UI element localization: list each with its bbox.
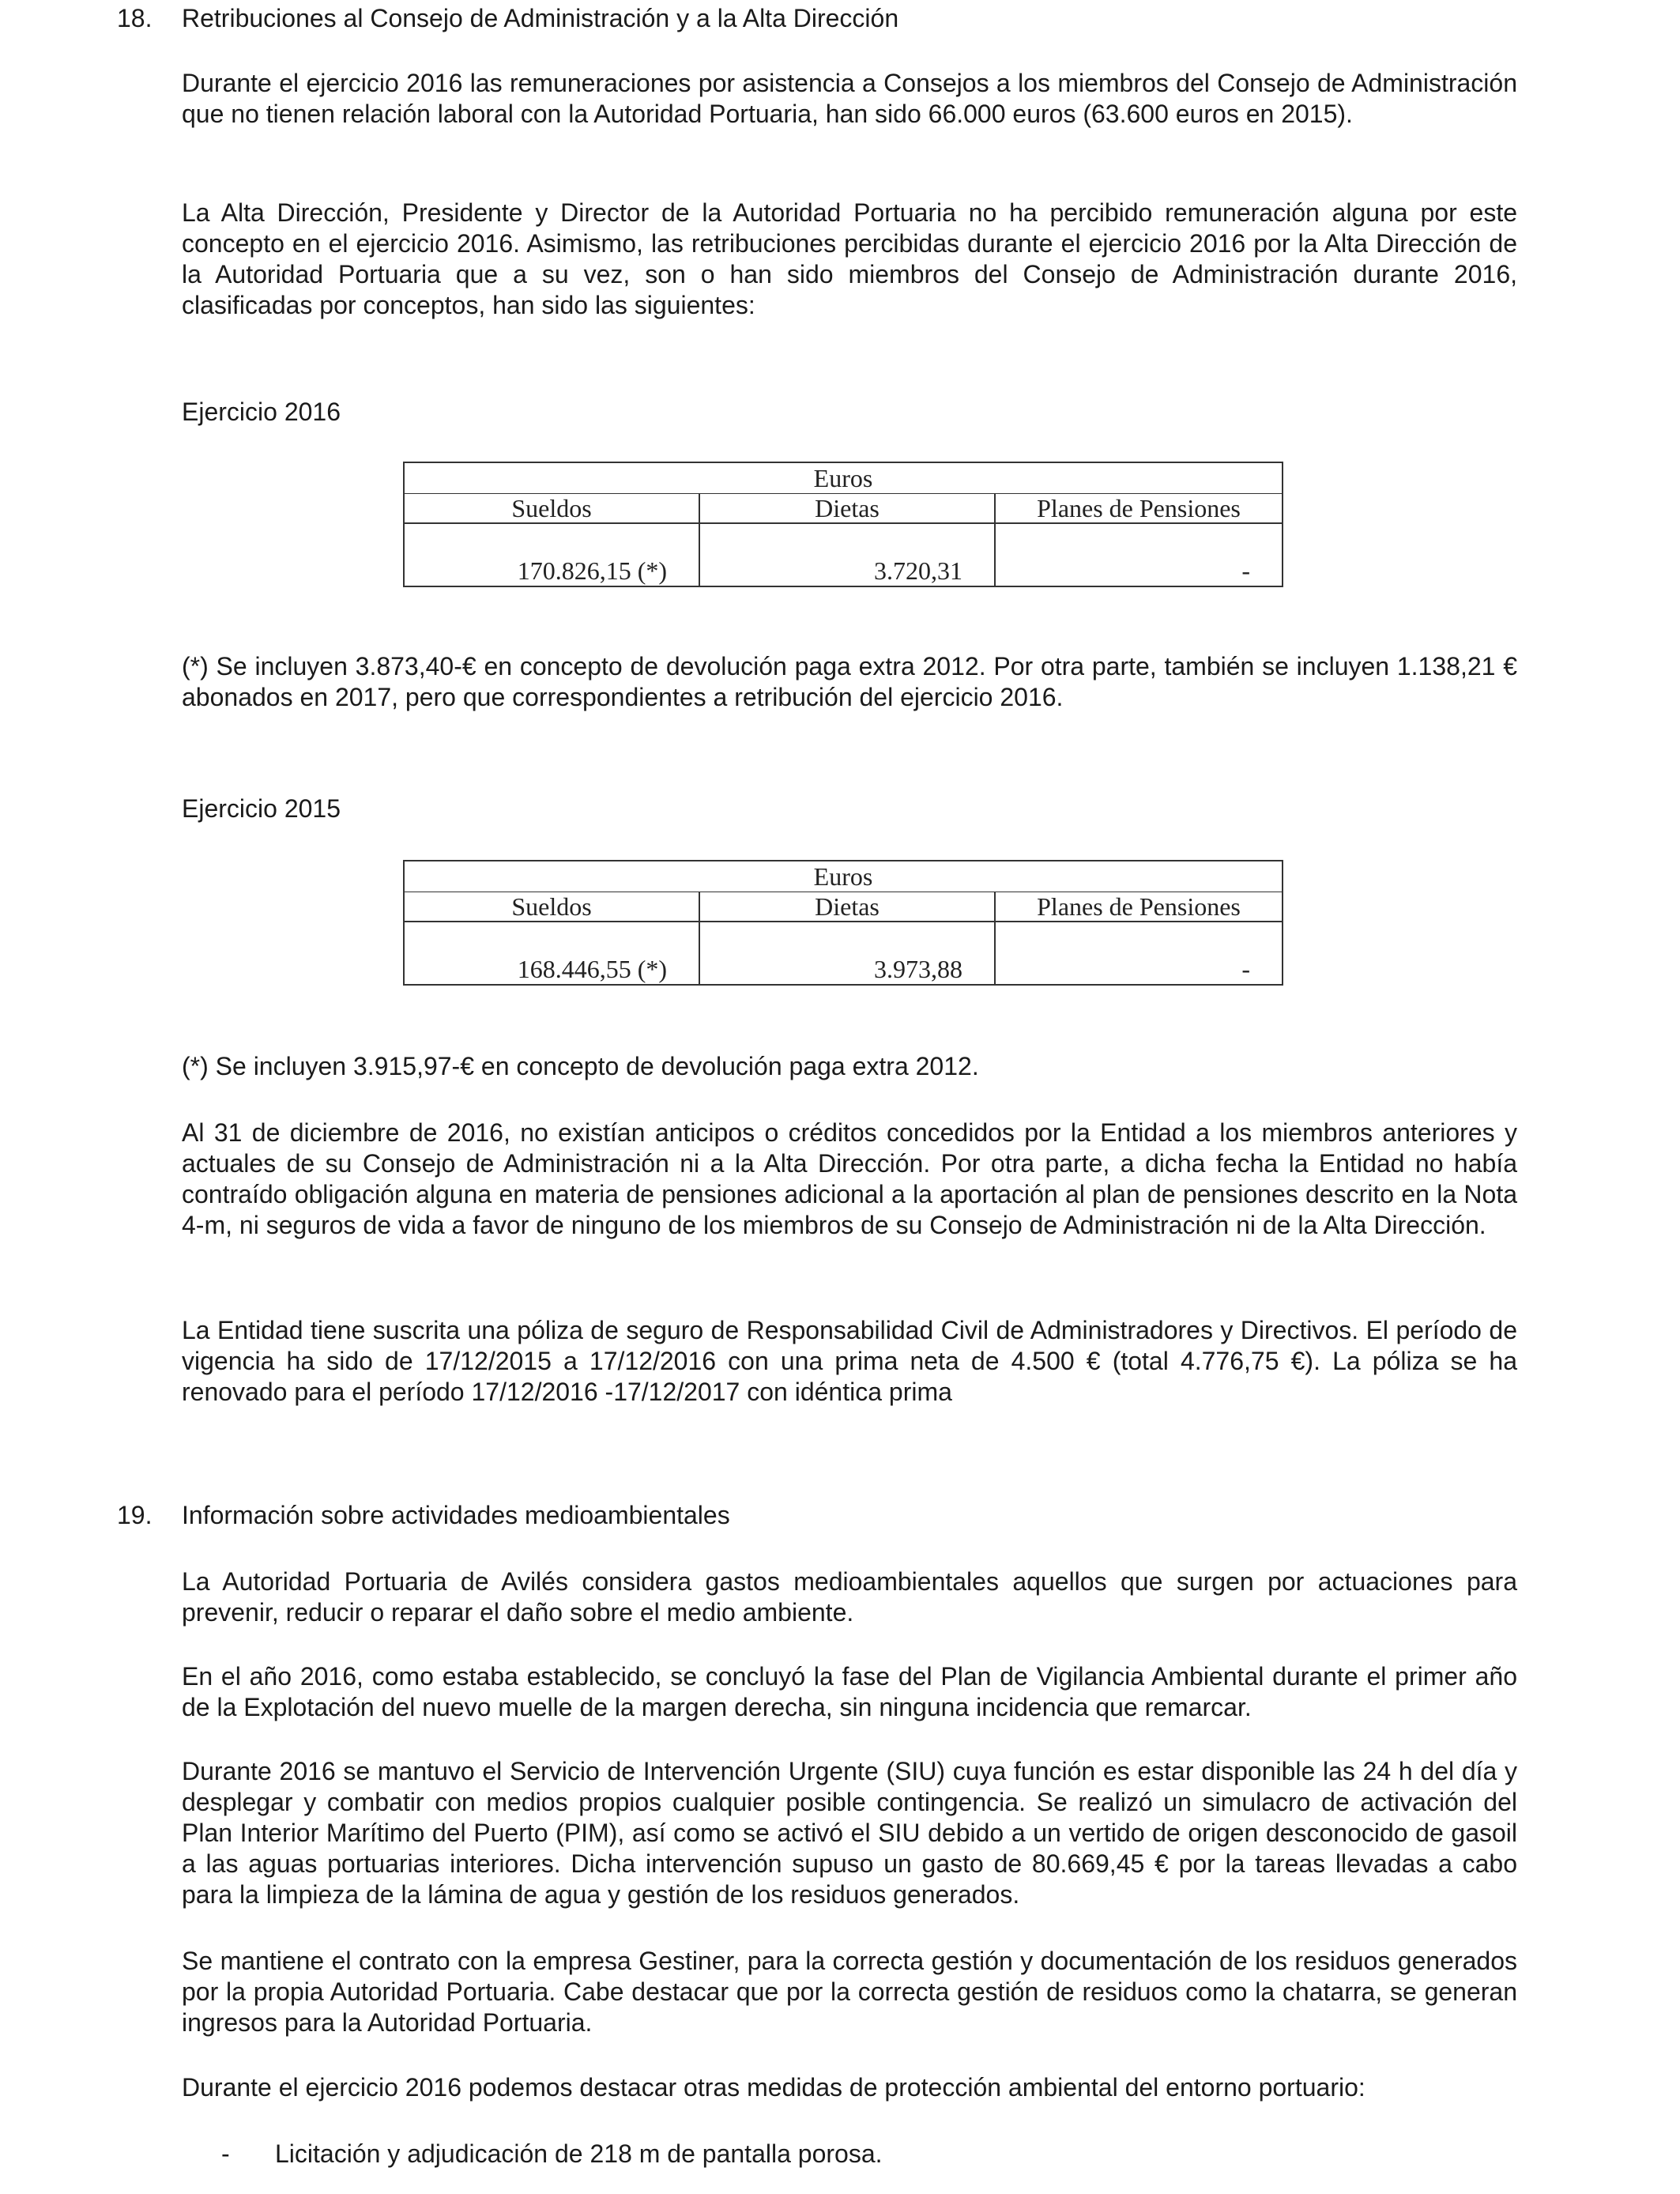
table-2015-euros-header: Euros: [404, 861, 1283, 892]
table-2015-col-dietas: Dietas: [699, 892, 995, 922]
section-18-paragraph-3: Al 31 de diciembre de 2016, no existían anticipos o créditos concedidos por la Entidad a los miembros anteriores y actuales de su Consejo de Administración ni a la Alta Dirección. Por otra parte, a dicha fecha la Entidad no había contraído obligación alguna en materia de pensiones adicional a la aportación al plan de pensiones descrito en la Nota 4-m, ni seguros de vida a favor de ninguno de los miembros de su Consejo de Administración ni de la Alta Dirección.: [182, 1118, 1517, 1239]
section-18-title: Retribuciones al Consejo de Administración y a la Alta Dirección: [182, 4, 899, 32]
table-2015-value-dietas: 3.973,88: [699, 922, 995, 985]
table-2016-col-sueldos: Sueldos: [404, 494, 699, 524]
table-2016-col-dietas: Dietas: [699, 494, 995, 524]
note-2016: (*) Se incluyen 3.873,40-€ en concepto de devolución paga extra 2012. Por otra parte, también se incluyen 1.138,21 € abonados en 2017, pero que correspondientes a retribución del ejercicio 2016.: [182, 652, 1517, 711]
table-2015-col-sueldos: Sueldos: [404, 892, 699, 922]
table-2016-col-planes: Planes de Pensiones: [995, 494, 1283, 524]
table-2015-label: Ejercicio 2015: [182, 794, 341, 823]
section-18-number: 18.: [117, 4, 153, 32]
table-2016-value-planes: -: [995, 523, 1283, 586]
section-18-paragraph-2: La Alta Dirección, Presidente y Director de la Autoridad Portuaria no ha percibido remuneración alguna por este concepto en el ejercicio 2016. Asimismo, las retribuciones percibidas durante el ejercicio 2016 por la Alta Dirección de la Autoridad Portuaria que a su vez, son o han sido miembros del Consejo de Administración durante 2016, clasificadas por conceptos, han sido las siguientes:: [182, 198, 1517, 319]
bullet-item: Licitación y adjudicación de 218 m de pantalla porosa.: [275, 2139, 883, 2168]
table-2015-value-sueldos: 168.446,55 (*): [404, 922, 699, 985]
table-2015-value-planes: -: [995, 922, 1283, 985]
table-2016-value-dietas: 3.720,31: [699, 523, 995, 586]
section-19-paragraph-1: La Autoridad Portuaria de Avilés considera gastos medioambientales aquellos que surgen por actuaciones para prevenir, reducir o reparar el daño sobre el medio ambiente.: [182, 1567, 1517, 1627]
section-19-paragraph-5: Durante el ejercicio 2016 podemos destacar otras medidas de protección ambiental del entorno portuario:: [182, 2073, 1365, 2102]
table-2016-value-sueldos: 170.826,15 (*): [404, 523, 699, 586]
table-2016: [403, 462, 1283, 587]
section-19-title: Información sobre actividades medioambientales: [182, 1501, 730, 1529]
table-2015-col-planes: Planes de Pensiones: [995, 892, 1283, 922]
table-2016-label: Ejercicio 2016: [182, 398, 341, 426]
table-2016-euros-header: Euros: [404, 462, 1283, 494]
section-19-paragraph-3: Durante 2016 se mantuvo el Servicio de Intervención Urgente (SIU) cuya función es estar disponible las 24 h del día y desplegar y combatir con medios propios cualquier posible contingencia. Se realizó un simulacro de activación del Plan Interior Marítimo del Puerto (PIM), así como se activó el SIU debido a un vertido de origen desconocido de gasoil a las aguas portuarias interiores. Dicha intervención supuso un gasto de 80.669,45 € por la tareas llevadas a cabo para la limpieza de la lámina de agua y gestión de los residuos generados.: [182, 1757, 1517, 1909]
section-19-paragraph-2: En el año 2016, como estaba establecido, se concluyó la fase del Plan de Vigilancia Ambiental durante el primer año de la Explotación del nuevo muelle de la margen derecha, sin ninguna incidencia que remarcar.: [182, 1662, 1517, 1721]
section-19-paragraph-4: Se mantiene el contrato con la empresa Gestiner, para la correcta gestión y documentación de los residuos generados por la propia Autoridad Portuaria. Cabe destacar que por la correcta gestión de residuos como la chatarra, se generan ingresos para la Autoridad Portuaria.: [182, 1947, 1517, 2037]
table-2015: [403, 860, 1283, 986]
section-18-paragraph-4: La Entidad tiene suscrita una póliza de seguro de Responsabilidad Civil de Administradores y Directivos. El período de vigencia ha sido de 17/12/2015 a 17/12/2016 con una prima neta de 4.500 € (total 4.776,75 €). La póliza se ha renovado para el período 17/12/2016 -17/12/2017 con idéntica prima: [182, 1316, 1517, 1406]
section-19-number: 19.: [117, 1501, 153, 1529]
note-2015: (*) Se incluyen 3.915,97-€ en concepto de devolución paga extra 2012.: [182, 1052, 979, 1080]
bullet-list: [0, 2139, 1680, 2173]
section-18-paragraph-1: Durante el ejercicio 2016 las remuneraciones por asistencia a Consejos a los miembros del Consejo de Administración que no tienen relación laboral con la Autoridad Portuaria, han sido 66.000 euros (63.600 euros en 2015).: [182, 69, 1517, 128]
bullet-dash: -: [221, 2139, 230, 2168]
